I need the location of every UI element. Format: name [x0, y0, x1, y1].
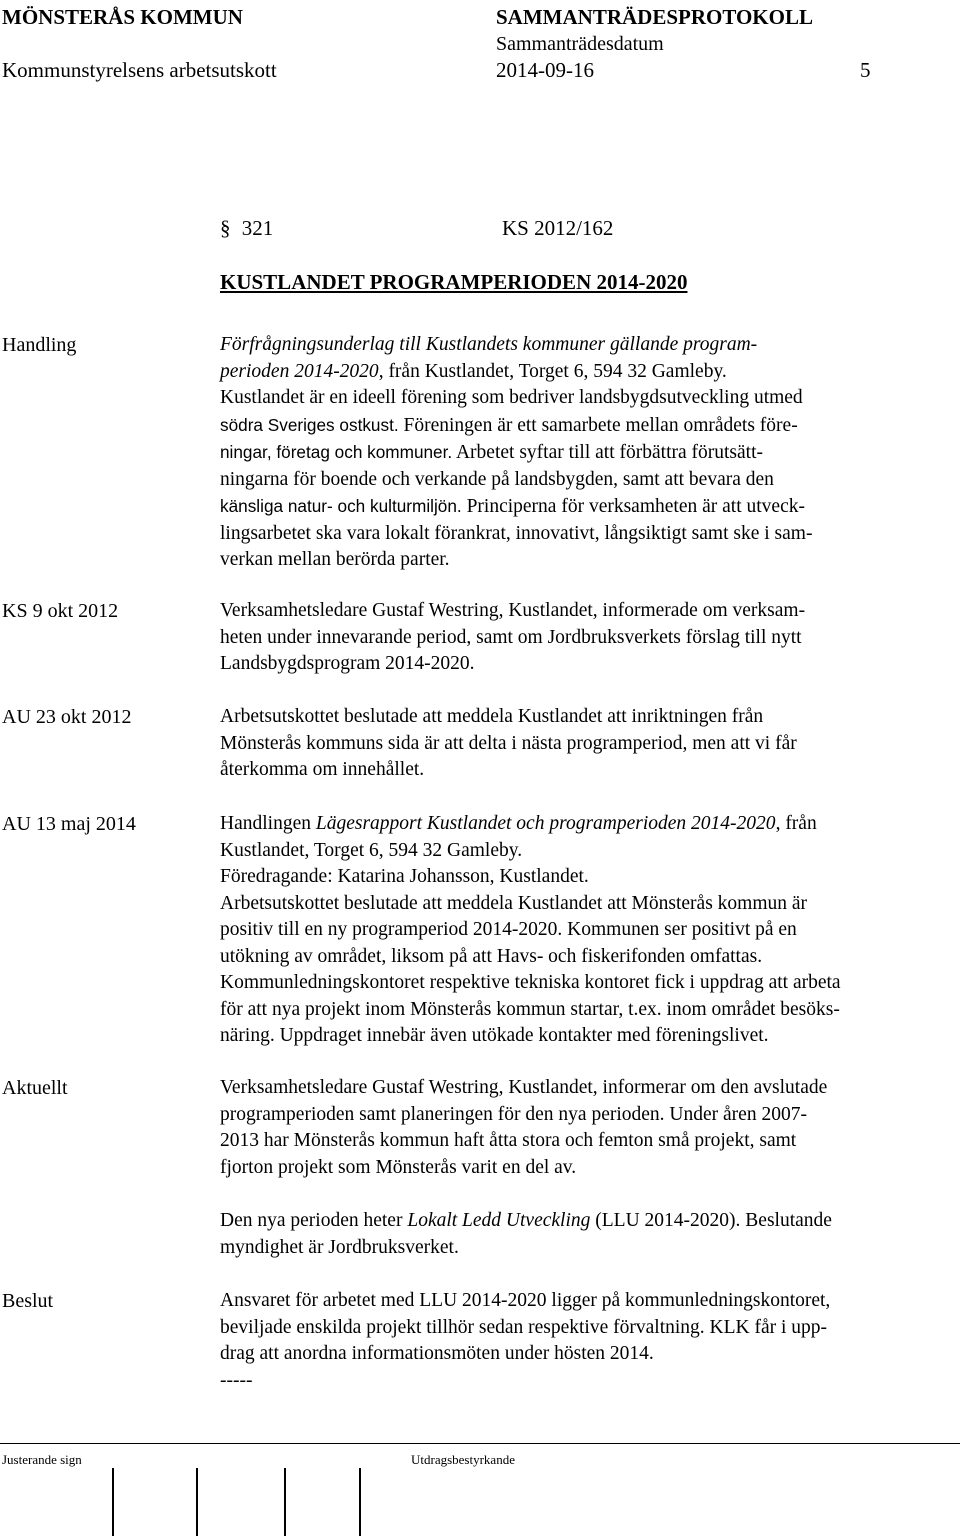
beslut-line: Ansvaret för arbetet med LLU 2014-2020 ligger på kommunledningskontoret,: [220, 1290, 831, 1311]
date-label: Sammanträdesdatum: [496, 33, 664, 55]
au23-line: Arbetsutskottet beslutade att meddela Kustlandet att inriktningen från: [220, 706, 764, 727]
signature-box-divider: [359, 1468, 361, 1536]
ks9-line: Verksamhetsledare Gustaf Westring, Kustlandet, informerade om verksam-: [220, 600, 806, 621]
handling-paragraph: [220, 332, 955, 574]
handling-line: lingsarbetet ska vara lokalt förankrat, innovativt, långsiktigt samt ske i sam-: [220, 522, 813, 544]
case-number-line: [220, 215, 273, 241]
handling-line: södra Sveriges ostkust. Föreningen är ett samarbete mellan områdets före-: [220, 414, 798, 436]
au23-line: Mönsterås kommuns sida är att delta i nästa programperiod, men att vi får: [220, 732, 797, 754]
au13-line: Handlingen Lägesrapport Kustlandet och programperioden 2014-2020, från: [220, 813, 817, 834]
au23-paragraph: [220, 704, 955, 784]
aktuellt-line: programperioden samt planeringen för den nya perioden. Under åren 2007-: [220, 1103, 807, 1125]
beslut-line: drag att anordna informationsmöten under hösten 2014.: [220, 1343, 654, 1364]
au13-line: för att nya projekt inom Mönsterås kommun startar, t.ex. inom området besöks-: [220, 998, 840, 1020]
ks9-paragraph: [220, 598, 955, 678]
label-au13: AU 13 maj 2014: [2, 813, 136, 835]
section-mark: §: [220, 216, 231, 240]
case-title: KUSTLANDET PROGRAMPERIODEN 2014-2020: [220, 270, 688, 294]
au13-line: Kustlandet, Torget 6, 594 32 Gamleby.: [220, 839, 523, 861]
aktuellt-line: 2013 har Mönsterås kommun haft åtta stora och femton små projekt, samt: [220, 1130, 797, 1151]
handling-line: känsliga natur- och kulturmiljön. Principerna för verksamheten är att utveck-: [220, 496, 805, 517]
municipality-name: MÖNSTERÅS KOMMUN: [2, 5, 243, 29]
label-ks9: KS 9 okt 2012: [2, 600, 119, 622]
signature-box-divider: [112, 1468, 114, 1536]
beslut-line: beviljade enskilda projekt tillhör sedan respektive förvaltning. KLK får i upp-: [220, 1316, 828, 1338]
au13-line: Arbetsutskottet beslutade att meddela Kustlandet att Mönsterås kommun är: [220, 892, 808, 914]
ks9-line: heten under innevarande period, samt om Jordbruksverkets förslag till nytt: [220, 626, 802, 648]
footer-sign-label: Justerande sign: [2, 1452, 82, 1467]
label-au23: AU 23 okt 2012: [2, 706, 132, 728]
beslut-paragraph: [220, 1288, 955, 1394]
ks9-line: Landsbygdsprogram 2014-2020.: [220, 653, 475, 674]
handling-line: ningarna för boende och verkande på landsbygden, samt att bevara den: [220, 468, 774, 490]
aktuellt-line: Verksamhetsledare Gustaf Westring, Kustlandet, informerar om den avslutade: [220, 1077, 828, 1098]
case-number: 321: [241, 216, 274, 240]
meeting-date: 2014-09-16: [496, 58, 594, 82]
au13-line: utökning av området, liksom på att Havs- och fiskerifonden omfattas.: [220, 945, 763, 967]
aktuellt-line: fjorton projekt som Mönsterås varit en del av.: [220, 1156, 577, 1178]
handling-line: verkan mellan berörda parter.: [220, 549, 450, 570]
au23-line: återkomma om innehållet.: [220, 759, 425, 780]
case-reference: KS 2012/162: [502, 216, 614, 240]
llu-line: Den nya perioden heter Lokalt Ledd Utveckling (LLU 2014-2020). Beslutande: [220, 1210, 832, 1231]
committee-name: Kommunstyrelsens arbetsutskott: [2, 58, 277, 82]
footer-rule: [0, 1443, 960, 1444]
page-number: 5: [860, 58, 871, 82]
au13-paragraph: [220, 811, 955, 1050]
aktuellt-paragraph: [220, 1075, 955, 1181]
handling-line: ningar, företag och kommuner. Arbetet syftar till att förbättra förutsätt-: [220, 442, 763, 463]
au13-line: Föredragande: Katarina Johansson, Kustlandet.: [220, 866, 589, 887]
signature-box-divider: [196, 1468, 198, 1536]
signature-box-divider: [284, 1468, 286, 1536]
handling-line: Förfrågningsunderlag till Kustlandets kommuner gällande program-: [220, 334, 758, 355]
footer-extract-label: Utdragsbestyrkande: [411, 1452, 515, 1467]
llu-line: myndighet är Jordbruksverket.: [220, 1236, 459, 1258]
label-beslut: Beslut: [2, 1290, 54, 1312]
au13-line: näring. Uppdraget innebär även utökade kontakter med föreningslivet.: [220, 1025, 769, 1046]
label-aktuellt: Aktuellt: [2, 1077, 68, 1099]
llu-paragraph: [220, 1208, 955, 1261]
label-handling: Handling: [2, 334, 77, 356]
au13-line: Kommunledningskontoret respektive tekniska kontoret fick i uppdrag att arbeta: [220, 972, 841, 993]
handling-line: Kustlandet är en ideell förening som bedriver landsbygdsutveckling utmed: [220, 387, 803, 408]
handling-line: perioden 2014-2020, från Kustlandet, Torget 6, 594 32 Gamleby.: [220, 360, 727, 382]
end-marker: -----: [220, 1369, 253, 1391]
protocol-title: SAMMANTRÄDESPROTOKOLL: [496, 5, 813, 29]
au13-line: positiv till en ny programperiod 2014-2020. Kommunen ser positivt på en: [220, 919, 797, 940]
